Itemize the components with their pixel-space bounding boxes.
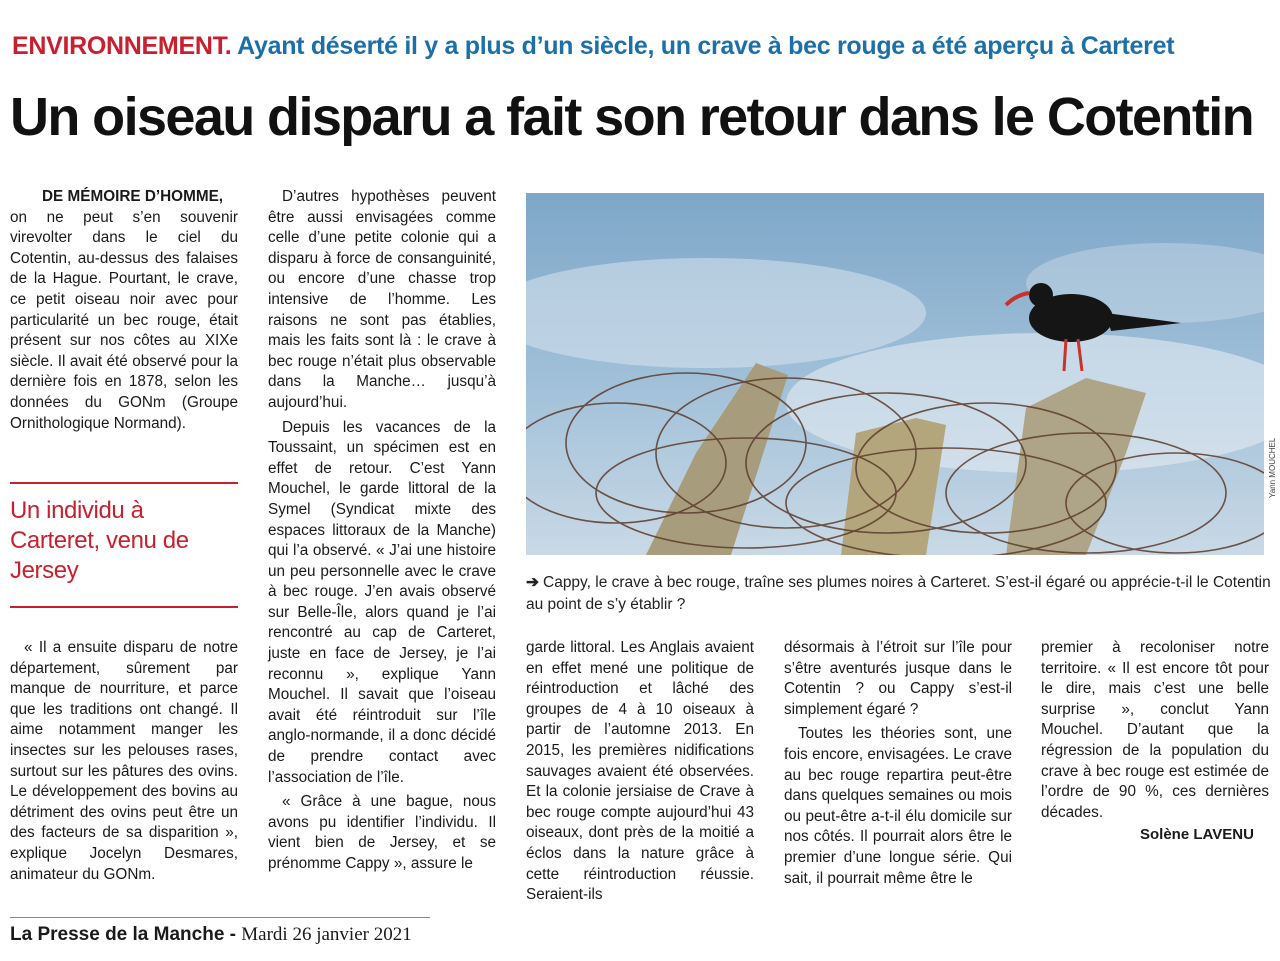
- paragraph: « Grâce à une bague, nous avons pu identifier l’individu. Il vient bien de Jersey, et se prénomme Cappy », assure le: [268, 793, 496, 872]
- headline: Un oiseau disparu a fait son retour dans le Cotentin: [10, 87, 1253, 147]
- paragraph: garde littoral. Les Anglais avaient en effet mené une politique de réintroduction et lâché des groupes de 4 à 10 oiseaux à partir de l’automne 2013. En 2015, les premières nidifications sauvages avaient été observées. Et la colonie jersiaise de Crave à bec rouge compte aujourd’hui 43 oiseaux, dont près de la moitié a éclos dans la nature grâce à cette réintroduction réussie. Seraient-ils: [526, 639, 754, 904]
- intertitle-rule-top: [10, 482, 238, 484]
- paragraph: D’autres hypothèses peuvent être aussi envisagées comme celle d’une petite colonie qui a disparu à force de consanguinité, ou encore d’une chasse trop intensive de l’homme. Les raisons ne sont pas établies, mais les faits sont là : le crave à bec rouge n’était plus observable dans la Manche… jusqu’à aujourd’hui.: [268, 188, 496, 411]
- paragraph: Depuis les vacances de la Toussaint, un spécimen est en effet de retour. C’est Yann Mouchel, le garde littoral de la Symel (Syndicat mixte des espaces littoraux de la Manche) qui l’a observé. « J’ai une histoire un peu personnelle avec le crave à bec rouge. J’en avais observé sur Belle-Île, alors quand je l’ai rencontré au cap de Carteret, juste en face de Jersey, je l’ai reconnu », explique Yann Mouchel. Il savait que l’oiseau avait été réintroduit sur l’île anglo-normande, il a donc décidé de prendre contact avec l’association de l’île.: [268, 418, 496, 786]
- lead-in: DE MÉMOIRE D’HOMME,: [42, 188, 224, 205]
- column-2: [268, 187, 496, 875]
- category-label: ENVIRONNEMENT.: [12, 32, 232, 60]
- column-4: [784, 638, 1012, 889]
- kicker: [12, 32, 1174, 61]
- paragraph: « Il a ensuite disparu de notre département, sûrement par manque de nourriture, et parce que les traditions ont changé. Il aime notamment manger les insectes sur les pelouses rases, surtout sur les pâtures des ovins. Le développement des bovins au détriment des ovins peut être un des facteurs de sa disparition », explique Jocelyn Desmares, animateur du GONm.: [10, 639, 238, 883]
- intertitle-rule-bottom: [10, 606, 238, 608]
- paragraph: désormais à l’étroit sur l’île pour s’être aventurés jusque dans le Cotentin ? ou Cappy s’est-il simplement égaré ?: [784, 639, 1012, 718]
- column-1-continued: [10, 638, 238, 885]
- publication-date: Mardi 26 janvier 2021: [241, 924, 412, 945]
- photo-caption: [526, 572, 1271, 616]
- column-3: [526, 638, 754, 906]
- footer-rule: [10, 917, 430, 918]
- publication-name: La Presse de la Manche -: [10, 924, 236, 945]
- photo-illustration: [526, 193, 1264, 555]
- photo-chough-on-barbed-wire: [526, 193, 1264, 555]
- footer: [10, 924, 412, 946]
- caption-text: Cappy, le crave à bec rouge, traîne ses plumes noires à Carteret. S’est-il égaré ou apprécie-t-il le Cotentin au point de s’y établir ?: [526, 574, 1271, 613]
- photo-credit: Yann MOUCHEL: [1268, 437, 1277, 498]
- arrow-icon: ➔: [526, 574, 539, 591]
- column-5: [1041, 638, 1269, 823]
- dek: Ayant déserté il y a plus d’un siècle, un crave à bec rouge a été aperçu à Carteret: [237, 32, 1175, 60]
- intertitle: Un individu à Carteret, venu de Jersey: [10, 497, 189, 584]
- author-signature: Solène LAVENU: [1140, 826, 1254, 843]
- lead-paragraph: [10, 187, 238, 434]
- paragraph: premier à recoloniser notre territoire. « Il est encore tôt pour le dire, mais c’est une belle surprise », conclut Yann Mouchel. D’autant que la régression de la population du crave à bec rouge est estimée de l’ordre de 90 %, ces dernières décades.: [1041, 639, 1269, 821]
- paragraph: Toutes les théories sont, une fois encore, envisagées. Le crave au bec rouge repartira peut-être dans quelques semaines ou mois ou peut-être a-t-il élu domicile sur nos côtés. Il pourrait alors être le premier d’une longue série. Qui sait, il pourrait même être le: [784, 725, 1012, 887]
- lead-text: on ne peut s’en souvenir virevolter dans le ciel du Cotentin, au-dessus des falaises de la Hague. Pourtant, le crave, ce petit oiseau noir avec pour particularité un bec rouge, était présent sur nos côtes au XIXe siècle. Il avait été observé pour la dernière fois en 1878, selon les données du GONm (Groupe Ornithologique Normand).: [10, 208, 238, 432]
- column-1: [10, 187, 238, 434]
